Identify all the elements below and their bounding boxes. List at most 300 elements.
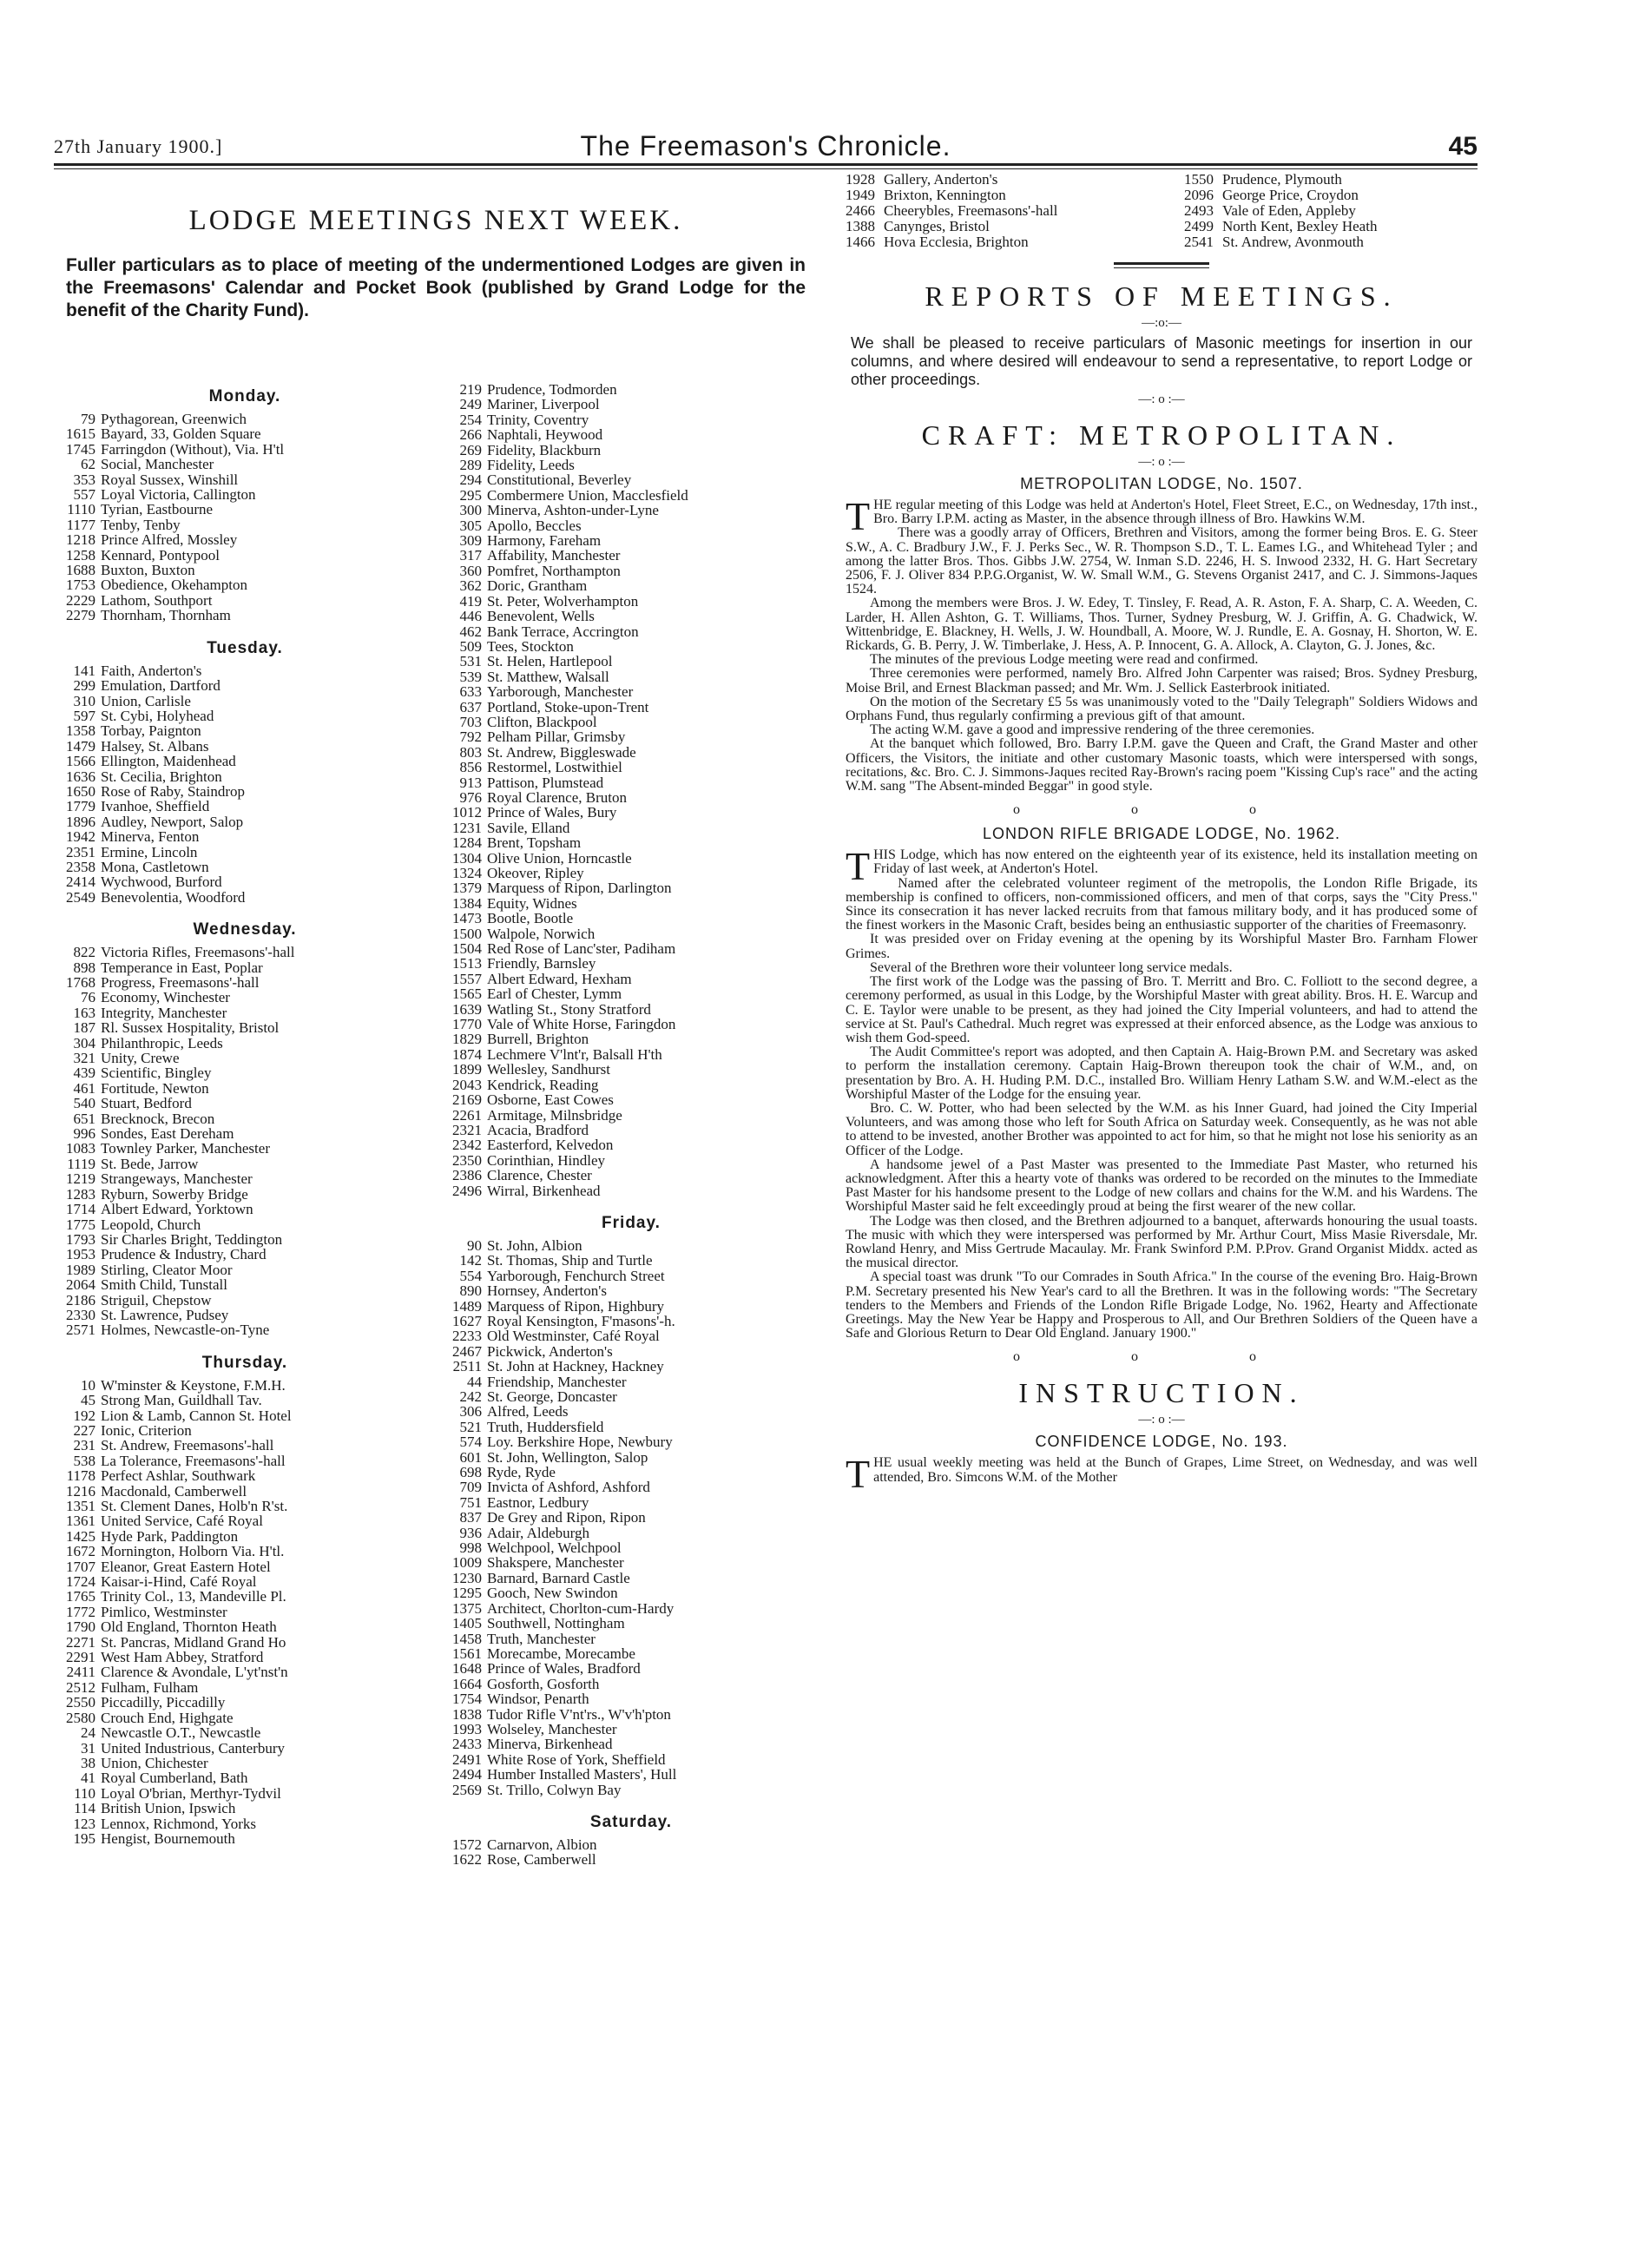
lodge-number: 1283 bbox=[66, 1185, 95, 1203]
issue-date: 27th January 1900.] bbox=[54, 135, 223, 157]
lodge-number: 294 bbox=[459, 471, 482, 489]
lodge-entry bbox=[440, 1168, 822, 1183]
lodge-name-place: Brixton, Kennington bbox=[884, 187, 1006, 203]
lodge-entry bbox=[440, 1752, 822, 1767]
lodge-entry bbox=[440, 1137, 822, 1152]
lodge-name-place: Marquess of Ripon, Highbury bbox=[487, 1297, 664, 1315]
lodge-name-place: Ryde, Ryde bbox=[487, 1464, 556, 1481]
lodge-name-place: Philanthropic, Leeds bbox=[101, 1034, 223, 1051]
lodge-name-place: Leopold, Church bbox=[101, 1216, 201, 1233]
lodge-name-place: Adair, Aldeburgh bbox=[487, 1524, 589, 1541]
lodge-entry bbox=[54, 799, 436, 814]
lodge-number: 76 bbox=[81, 989, 95, 1006]
lodge-name-place: Acacia, Bradford bbox=[487, 1121, 589, 1138]
lodge-number: 531 bbox=[459, 653, 482, 670]
lodge-number: 295 bbox=[459, 486, 482, 504]
lodge-entry bbox=[440, 911, 822, 926]
lodge-number: 1489 bbox=[452, 1297, 482, 1315]
lodge-number: 362 bbox=[459, 577, 482, 595]
paragraph: HE usual weekly meeting was held at the Bunch of Grapes, Lime Street, on Wednesday, and was well attended, Bro. Simcons W.M. of the Mother bbox=[873, 1455, 1478, 1485]
lodge-name-place: Pimlico, Westminster bbox=[101, 1603, 227, 1620]
lodge-number: 1324 bbox=[452, 865, 482, 881]
paragraph: The minutes of the previous Lodge meeting were read and confirmed. bbox=[870, 652, 1259, 668]
lodge-number: 1258 bbox=[66, 546, 95, 564]
lodge-name-place: Tudor Rifle V'nt'rs., W'v'h'pton bbox=[487, 1705, 671, 1723]
drop-cap: T bbox=[846, 844, 871, 889]
lodge-entry bbox=[440, 488, 822, 503]
lodge-name-place: Corinthian, Hindley bbox=[487, 1151, 605, 1169]
lodge-number: 1384 bbox=[452, 894, 482, 912]
lodge-number: 1375 bbox=[452, 1599, 482, 1617]
continued-lodge-list bbox=[846, 172, 1478, 255]
lodge-number: 2350 bbox=[452, 1151, 482, 1169]
lodge-number: 249 bbox=[459, 396, 482, 413]
lodge-number: 976 bbox=[459, 788, 482, 806]
lodge-name-place: Hengist, Bournemouth bbox=[101, 1829, 235, 1847]
lodge-entry bbox=[440, 941, 822, 956]
lodge-number: 1636 bbox=[66, 768, 95, 785]
lodge-entry bbox=[440, 1374, 822, 1389]
lodge-entry bbox=[440, 594, 822, 609]
lodge-name-place: Watling St., Stony Stratford bbox=[487, 1000, 651, 1018]
lodge-entry bbox=[54, 1322, 436, 1337]
lodge-name-place: Ellington, Maidenhead bbox=[101, 753, 236, 770]
lodge-entry bbox=[1184, 172, 1479, 188]
lodge-name-place: Clarence & Avondale, L'yt'nst'n bbox=[101, 1664, 288, 1681]
lodge-entry bbox=[54, 960, 436, 975]
lodge-entry bbox=[54, 694, 436, 709]
lodge-entry bbox=[440, 1737, 822, 1751]
lodge-name-place: Wirral, Birkenhead bbox=[487, 1182, 601, 1199]
paragraph: It was presided over on Friday evening at the opening by its Worshipful Master Bro. Farnham Flower Grimes. bbox=[846, 932, 1478, 961]
lodge-number: 2271 bbox=[66, 1633, 95, 1651]
lodge-number: 231 bbox=[73, 1437, 95, 1454]
lodge-entry bbox=[440, 1601, 822, 1616]
paragraph: Three ceremonies were performed, namely Bro. Alfred John Carpenter was raised; Bros. Sydney Presburg, Moise Bril, and Ernest Blackman passed; and Mr. Wm. J. Sellick Easterbrook initiated. bbox=[846, 666, 1478, 695]
paragraph: Named after the celebrated volunteer regiment of the metropolis, the London Rifle Brigade, its membership is confined to officers, non-commissioned officers, and men of that corps, says the "City Press." Since its consecration it has never lacked recruits from that famous military body, and it has produced some of the finest workers in the Masonic Craft, besides being an enthusiastic supporter of the charities of Freemasonry. bbox=[846, 875, 1478, 933]
lodge-number: 1745 bbox=[66, 440, 95, 458]
lodge-name-place: St. Thomas, Ship and Turtle bbox=[487, 1252, 653, 1269]
confidence-report bbox=[846, 1452, 1478, 1497]
lodge-number: 353 bbox=[73, 471, 95, 488]
lodge-number: 2169 bbox=[452, 1091, 482, 1109]
lodge-entry bbox=[440, 654, 822, 669]
lodge-number: 2549 bbox=[66, 888, 95, 906]
lodge-number: 269 bbox=[459, 441, 482, 458]
lodge-name-place: Vale of Eden, Appleby bbox=[1222, 202, 1356, 219]
instruction-title: INSTRUCTION. bbox=[1018, 1377, 1305, 1409]
lodge-name-place: Hova Ecclesia, Brighton bbox=[884, 234, 1029, 250]
lodge-entry bbox=[440, 821, 822, 835]
lodge-entry bbox=[54, 532, 436, 547]
lodge-number: 2493 bbox=[1184, 202, 1214, 219]
lodge-number: 219 bbox=[459, 381, 482, 398]
lodge-entry bbox=[54, 1513, 436, 1528]
day-heading-thursday: Thursday. bbox=[201, 1353, 288, 1372]
lodge-entry bbox=[440, 1540, 822, 1555]
lodge-number: 31 bbox=[81, 1739, 95, 1757]
lodge-number: 998 bbox=[459, 1539, 482, 1557]
lodge-name-place: Benevolentia, Woodford bbox=[101, 888, 246, 906]
lodge-number: 2233 bbox=[452, 1328, 482, 1345]
lodge-entry bbox=[440, 1646, 822, 1661]
lodge-entry bbox=[54, 1468, 436, 1483]
lodge-entry bbox=[54, 1096, 436, 1111]
lodge-name-place: Old England, Thornton Heath bbox=[101, 1618, 277, 1636]
lodge-name-place: Wychwood, Burford bbox=[101, 873, 222, 891]
lodge-entry bbox=[54, 1262, 436, 1277]
lodge-entry bbox=[440, 1359, 822, 1374]
lodge-entry bbox=[440, 458, 822, 472]
lodge-name-place: Macdonald, Camberwell bbox=[101, 1482, 247, 1500]
lodge-entry bbox=[54, 663, 436, 678]
lodge-entry bbox=[54, 1217, 436, 1232]
lodge-name-place: La Tolerance, Freemasons'-hall bbox=[101, 1452, 286, 1469]
lodge-name-place: United Service, Café Royal bbox=[101, 1513, 263, 1530]
metropolitan-lodge-title: METROPOLITAN LODGE, No. 1507. bbox=[1020, 475, 1303, 492]
day-heading-friday: Friday. bbox=[602, 1213, 661, 1232]
continued-list-left bbox=[846, 172, 1167, 250]
lodge-name-place: Buxton, Buxton bbox=[101, 562, 195, 579]
lodge-name-place: Harmony, Fareham bbox=[487, 532, 602, 550]
lodge-number: 1775 bbox=[66, 1216, 95, 1233]
lodge-name-place: De Grey and Ripon, Ripon bbox=[487, 1509, 646, 1526]
lodge-entry bbox=[846, 203, 1167, 219]
lodge-number: 2569 bbox=[452, 1781, 482, 1798]
lodge-number: 1550 bbox=[1184, 171, 1214, 188]
lodge-entry bbox=[440, 1299, 822, 1314]
lodge-number: 1615 bbox=[66, 425, 95, 443]
lodge-number: 309 bbox=[459, 532, 482, 550]
lodge-number: 2096 bbox=[1184, 187, 1214, 203]
page-number: 45 bbox=[1448, 132, 1478, 161]
lodge-entry bbox=[440, 1017, 822, 1032]
lodge-name-place: Integrity, Manchester bbox=[101, 1004, 227, 1021]
lodge-name-place: Minerva, Fenton bbox=[101, 828, 200, 846]
lodge-name-place: St. Cybi, Holyhead bbox=[101, 707, 214, 724]
thursday-list bbox=[54, 1378, 436, 1847]
lodge-number: 2467 bbox=[452, 1342, 482, 1360]
lodge-name-place: St. Andrew, Avonmouth bbox=[1222, 234, 1364, 250]
lodge-entry bbox=[440, 684, 822, 699]
lodge-number: 439 bbox=[73, 1065, 95, 1082]
lodge-entry bbox=[440, 805, 822, 820]
lodge-name-place: Restormel, Lostwithiel bbox=[487, 759, 622, 776]
lodge-name-place: Windsor, Penarth bbox=[487, 1691, 589, 1708]
lodge-entry bbox=[1184, 219, 1479, 234]
lodge-entry bbox=[54, 1801, 436, 1816]
header-rule bbox=[54, 163, 1478, 169]
lodge-number: 141 bbox=[73, 662, 95, 679]
lodge-entry bbox=[54, 577, 436, 592]
lodge-name-place: Cheerybles, Freemasons'-hall bbox=[884, 202, 1058, 219]
day-heading-tuesday: Tuesday. bbox=[207, 638, 283, 657]
lodge-name-place: Newcastle O.T., Newcastle bbox=[101, 1724, 261, 1742]
lodge-number: 2358 bbox=[66, 858, 95, 875]
day-heading-wednesday: Wednesday. bbox=[193, 920, 297, 939]
lodge-number: 1216 bbox=[66, 1482, 95, 1500]
drop-cap: T bbox=[846, 1452, 871, 1497]
lodge-number: 633 bbox=[459, 683, 482, 701]
lodge-name-place: Fulham, Fulham bbox=[101, 1678, 199, 1696]
lodge-number: 2261 bbox=[452, 1106, 482, 1124]
lodge-entry bbox=[440, 1837, 822, 1852]
lodge-name-place: Friendship, Manchester bbox=[487, 1373, 627, 1390]
lodge-entry bbox=[1184, 203, 1479, 219]
lodge-name-place: Pomfret, Northampton bbox=[487, 562, 621, 579]
lodge-name-place: Earl of Chester, Lymm bbox=[487, 985, 622, 1003]
lodge-number: 1953 bbox=[66, 1246, 95, 1263]
ornament: —: o :— bbox=[1138, 455, 1185, 469]
lodge-number: 1707 bbox=[66, 1558, 95, 1575]
lodge-number: 187 bbox=[73, 1019, 95, 1037]
lodge-number: 266 bbox=[459, 426, 482, 444]
lodge-name-place: Easterford, Kelvedon bbox=[487, 1137, 614, 1154]
lodge-entry bbox=[54, 739, 436, 754]
lodge-entry bbox=[440, 639, 822, 654]
lodge-name-place: Trinity Col., 13, Mandeville Pl. bbox=[101, 1588, 286, 1605]
lodge-entry bbox=[440, 760, 822, 775]
lodge-entry bbox=[54, 1111, 436, 1126]
lodge-number: 1379 bbox=[452, 880, 482, 897]
lodge-meetings-column bbox=[54, 172, 818, 1869]
lodge-number: 1561 bbox=[452, 1645, 482, 1662]
lodge-number: 360 bbox=[459, 562, 482, 579]
lodge-entry bbox=[440, 956, 822, 971]
lodge-name-place: Hornsey, Anderton's bbox=[487, 1282, 607, 1300]
lodge-entry bbox=[440, 1555, 822, 1570]
lodge-entry bbox=[440, 790, 822, 805]
lodge-number: 38 bbox=[81, 1754, 95, 1771]
monday-wednesday-list-b bbox=[440, 382, 822, 1198]
lodge-entry bbox=[440, 1465, 822, 1480]
lodge-entry bbox=[440, 715, 822, 729]
paragraph: HIS Lodge, which has now entered on the eighteenth year of its existence, held its installation meeting on Friday of last week, at Anderton's Hotel. bbox=[873, 847, 1478, 877]
lodge-entry bbox=[54, 1770, 436, 1785]
lodge-number: 79 bbox=[81, 411, 95, 427]
lodge-entry bbox=[54, 845, 436, 860]
lodge-entry bbox=[54, 548, 436, 563]
lodge-name-place: Prince of Wales, Bradford bbox=[487, 1660, 641, 1678]
lodge-entry bbox=[440, 412, 822, 427]
paragraph: A special toast was drunk "To our Comrades in South Africa." In the course of the evening Bro. Haig-Brown P.M. Secretary presented his New Year's card to all the Brethren. It was in the following words: "The Secretary tenders to the Members and Friends of the London Rifle Brigade Lodge, No. 1962, Hearty and Affectionate Greetings. May the New Year be Happy and Prosperous to All, and Our Brethren Soldiers of the Queen have a Safe and Glorious Return to Dear Old England. January 1900." bbox=[846, 1269, 1478, 1341]
paragraph: On the motion of the Secretary £5 5s was unanimously voted to the "Daily Telegraph" Soldiers Widows and Orphans Fund, thus regularly confirming a previous gift of that amount. bbox=[846, 694, 1478, 724]
lodge-entry bbox=[440, 1450, 822, 1465]
lodge-entry bbox=[54, 1126, 436, 1141]
lodge-name-place: Fidelity, Blackburn bbox=[487, 441, 602, 458]
lodge-entry bbox=[54, 1393, 436, 1407]
lodge-entry bbox=[54, 1247, 436, 1262]
lodge-entry bbox=[54, 1680, 436, 1695]
lodge-entry bbox=[54, 1589, 436, 1604]
lodge-number: 698 bbox=[459, 1464, 482, 1481]
lodge-number: 792 bbox=[459, 728, 482, 746]
lodge-number: 1874 bbox=[452, 1045, 482, 1063]
lodge-number: 2330 bbox=[66, 1306, 95, 1323]
lodge-number: 10 bbox=[81, 1376, 95, 1394]
lodge-entry bbox=[54, 502, 436, 517]
lodge-name-place: Lion & Lamb, Cannon St. Hotel bbox=[101, 1407, 292, 1424]
lodge-entry bbox=[440, 1631, 822, 1646]
lodge-number: 703 bbox=[459, 713, 482, 730]
lodge-number: 1458 bbox=[452, 1630, 482, 1647]
lodge-entry bbox=[440, 1108, 822, 1123]
lodge-number: 1993 bbox=[452, 1720, 482, 1737]
lodge-entry bbox=[440, 1677, 822, 1691]
lodge-entry bbox=[440, 397, 822, 412]
lodge-entry bbox=[54, 874, 436, 889]
lodge-name-place: St. Andrew, Biggleswade bbox=[487, 743, 636, 761]
lodge-number: 2580 bbox=[66, 1709, 95, 1726]
lodge-name-place: Barnard, Barnard Castle bbox=[487, 1569, 630, 1586]
lodge-entry bbox=[54, 945, 436, 959]
lodge-number: 936 bbox=[459, 1524, 482, 1541]
lodge-name-place: Emulation, Dartford bbox=[101, 677, 220, 695]
lodge-entry bbox=[54, 1484, 436, 1499]
lodge-entry bbox=[54, 1499, 436, 1513]
lodge-entry bbox=[440, 775, 822, 790]
lodge-name-place: Fortitude, Newton bbox=[101, 1079, 209, 1097]
lodge-name-place: Red Rose of Lanc'ster, Padiham bbox=[487, 940, 676, 958]
lodge-name-place: W'minster & Keystone, F.M.H. bbox=[101, 1376, 286, 1394]
lodge-name-place: Invicta of Ashford, Ashford bbox=[487, 1479, 650, 1496]
lodge-name-place: Stirling, Cleator Moor bbox=[101, 1261, 233, 1278]
lodge-number: 2291 bbox=[66, 1649, 95, 1666]
lodge-entry bbox=[440, 1767, 822, 1782]
day-heading-saturday: Saturday. bbox=[589, 1812, 673, 1831]
lodge-name-place: Union, Chichester bbox=[101, 1754, 208, 1771]
lodge-number: 637 bbox=[459, 698, 482, 715]
lodge-entry bbox=[54, 975, 436, 990]
lodge-name-place: Old Westminster, Café Royal bbox=[487, 1328, 660, 1345]
lodge-number: 44 bbox=[467, 1373, 482, 1390]
lodge-entry bbox=[54, 1408, 436, 1423]
lodge-entry bbox=[440, 1616, 822, 1631]
lodge-name-place: Truth, Huddersfield bbox=[487, 1418, 604, 1435]
lodge-name-place: Tees, Stockton bbox=[487, 637, 574, 655]
lodge-entry bbox=[440, 1153, 822, 1168]
lodge-meetings-title: LODGE MEETINGS NEXT WEEK. bbox=[188, 205, 683, 236]
lodge-name-place: Ryburn, Sowerby Bridge bbox=[101, 1185, 248, 1203]
lodge-name-place: Hyde Park, Paddington bbox=[101, 1527, 239, 1545]
lodge-number: 1178 bbox=[66, 1467, 95, 1485]
reports-column bbox=[846, 171, 1478, 1497]
lodge-number: 1648 bbox=[452, 1660, 482, 1678]
lodge-name-place: North Kent, Bexley Heath bbox=[1222, 218, 1378, 234]
lodge-number: 996 bbox=[73, 1125, 95, 1143]
lodge-entry bbox=[54, 563, 436, 577]
lodge-name-place: Sir Charles Bright, Teddington bbox=[101, 1230, 283, 1248]
lodge-name-place: Trinity, Coventry bbox=[487, 411, 589, 428]
lodge-entry bbox=[440, 1078, 822, 1092]
lodge-entry bbox=[54, 457, 436, 471]
lodge-number: 321 bbox=[73, 1050, 95, 1067]
lodge-name-place: Shakspere, Manchester bbox=[487, 1554, 624, 1572]
lodge-entry bbox=[54, 1529, 436, 1544]
lodge-entry bbox=[440, 1585, 822, 1600]
lodge-entry bbox=[1184, 188, 1479, 203]
lodge-number: 254 bbox=[459, 411, 482, 428]
ornament: —:o:— bbox=[1142, 316, 1181, 330]
paragraph: The acting W.M. gave a good and impressive rendering of the three ceremonies. bbox=[870, 722, 1315, 738]
lodge-number: 1639 bbox=[452, 1000, 482, 1018]
lodge-name-place: Torbay, Paignton bbox=[101, 722, 201, 740]
lodge-name-place: Combermere Union, Macclesfield bbox=[487, 486, 688, 504]
lodge-number: 2321 bbox=[452, 1121, 482, 1138]
separator-ornament: o o o bbox=[1013, 1349, 1310, 1365]
lodge-number: 1231 bbox=[452, 819, 482, 836]
lodge-number: 2411 bbox=[66, 1664, 95, 1681]
lodge-number: 1284 bbox=[452, 834, 482, 852]
lodge-number: 2466 bbox=[846, 202, 875, 219]
lodge-number: 1473 bbox=[452, 910, 482, 927]
lodge-entry bbox=[54, 1454, 436, 1468]
lodge-entry bbox=[440, 427, 822, 442]
lodge-name-place: Fidelity, Leeds bbox=[487, 457, 575, 474]
lodge-name-place: Minerva, Ashton-under-Lyne bbox=[487, 502, 659, 519]
lodge-name-place: Clifton, Blackpool bbox=[487, 713, 597, 730]
lodge-entry bbox=[54, 1619, 436, 1634]
lodge-name-place: Eleanor, Great Eastern Hotel bbox=[101, 1558, 271, 1575]
lodge-number: 305 bbox=[459, 517, 482, 534]
lodge-entry bbox=[440, 1062, 822, 1077]
lodge-name-place: Perfect Ashlar, Southwark bbox=[101, 1467, 256, 1485]
lodge-name-place: Affability, Manchester bbox=[487, 547, 621, 564]
lodge-entry bbox=[440, 1328, 822, 1343]
lodge-entry bbox=[54, 1065, 436, 1080]
metropolitan-report bbox=[846, 494, 1478, 794]
lodge-number: 1425 bbox=[66, 1527, 95, 1545]
lodge-number: 1989 bbox=[66, 1261, 95, 1278]
lodge-name-place: Wellesley, Sandhurst bbox=[487, 1061, 611, 1078]
lodge-entry bbox=[54, 608, 436, 623]
lodge-name-place: Wolseley, Manchester bbox=[487, 1720, 617, 1737]
lodge-name-place: St. Trillo, Colwyn Bay bbox=[487, 1781, 622, 1798]
lodge-number: 2043 bbox=[452, 1076, 482, 1093]
lodge-entry bbox=[440, 1571, 822, 1585]
lodge-number: 1218 bbox=[66, 531, 95, 549]
tuesday-list bbox=[54, 663, 436, 906]
lodge-entry bbox=[54, 426, 436, 441]
lodge-number: 123 bbox=[73, 1815, 95, 1832]
paragraph: Among the members were Bros. J. W. Edey, T. Tinsley, F. Read, A. R. Aston, F. A. Sharp, C. A. Weeden, C. Larder, H. Allen Ashton, G. T. Williams, Thos. Turner, Sydney Presburg, W. J. Griffin, A. G. Chadwick, W. Wittenbridge, E. Blackney, H. Wells, J. W. Houndball, A. Moore, W. J. Rundle, E. A. Gosnay, H. Shorton, W. E. Rickards, G. B. Perry, J. W. Timberlake, J. Hess, A. P. Innocent, G. A. Allock, A. Clayton, G. J. Jones, &c. bbox=[846, 596, 1478, 654]
lodge-entry bbox=[846, 172, 1167, 188]
lodge-entry bbox=[54, 769, 436, 784]
lodge-name-place: Prince Alfred, Mossley bbox=[101, 531, 238, 549]
lodge-number: 1650 bbox=[66, 782, 95, 800]
lodge-number: 41 bbox=[81, 1770, 95, 1787]
lodge-entry bbox=[440, 1389, 822, 1404]
lodge-number: 2229 bbox=[66, 591, 95, 609]
lodge-entry bbox=[54, 517, 436, 532]
lodge-number: 304 bbox=[73, 1034, 95, 1051]
lodge-number: 1513 bbox=[452, 955, 482, 972]
lodge-number: 538 bbox=[73, 1452, 95, 1469]
lodge-entry bbox=[440, 1047, 822, 1062]
lodge-entry bbox=[54, 1202, 436, 1216]
lodge-entry bbox=[440, 609, 822, 623]
lodge-entry bbox=[440, 1495, 822, 1510]
day-heading-monday: Monday. bbox=[208, 387, 281, 405]
lodge-number: 24 bbox=[81, 1724, 95, 1742]
lodge-number: 1572 bbox=[452, 1836, 482, 1853]
lodge-name-place: Brecknock, Brecon bbox=[101, 1110, 215, 1127]
lodge-name-place: Brent, Topsham bbox=[487, 834, 582, 852]
lodge-name-place: George Price, Croydon bbox=[1222, 187, 1359, 203]
lodge-name-place: British Union, Ipswich bbox=[101, 1800, 236, 1817]
lodge-name-place: Prudence & Industry, Chard bbox=[101, 1246, 267, 1263]
lodge-number: 310 bbox=[73, 692, 95, 709]
